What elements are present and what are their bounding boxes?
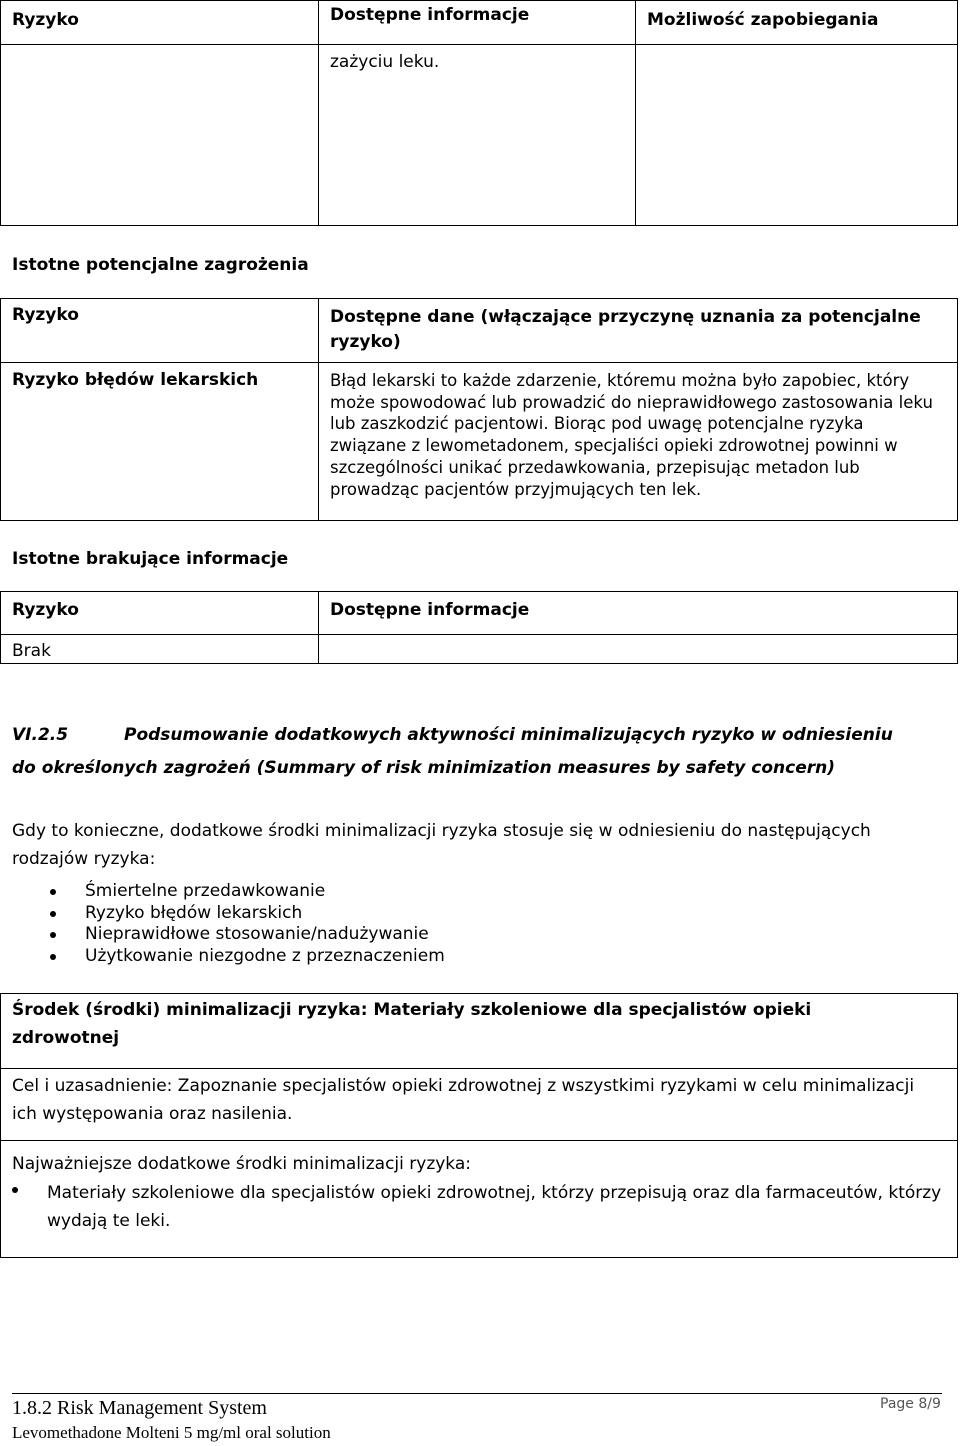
list-item: Nieprawidłowe stosowanie/nadużywanie (50, 924, 850, 946)
page-number: Page 8/9 (880, 1396, 941, 1412)
top-col-info: Dostępne informacje (330, 5, 530, 25)
potential-col-risk: Ryzyko (12, 305, 79, 325)
missing-row-risk: Brak (12, 641, 51, 661)
key-measures-list (12, 1179, 942, 1235)
section-title-line2: do określonych zagrożeń (Summary of risk minimization measures by safety concern) (12, 758, 836, 778)
footer-line1: 1.8.2 Risk Management System (12, 1397, 267, 1419)
section-title-line1: Podsumowanie dodatkowych aktywności minimalizujących ryzyko w odniesieniu (124, 725, 893, 745)
measures-header: Środek (środki) minimalizacji ryzyka: Materiały szkoleniowe dla specjalistów opieki zdrowotnej (12, 1000, 812, 1048)
top-col-risk: Ryzyko (12, 10, 79, 30)
missing-info-heading: Istotne brakujące informacje (12, 549, 289, 569)
measures-goal: Cel i uzasadnienie: Zapoznanie specjalistów opieki zdrowotnej z wszystkimi ryzykami w celu minimalizacji ich występowania oraz nasilenia. (12, 1076, 915, 1124)
list-item: Śmiertelne przedawkowanie (50, 881, 850, 903)
top-col-prevention: Możliwość zapobiegania (647, 10, 879, 30)
missing-col-info: Dostępne informacje (330, 600, 530, 620)
list-item: Ryzyko błędów lekarskich (50, 903, 850, 925)
potential-risks-heading: Istotne potencjalne zagrożenia (12, 255, 309, 275)
missing-col-risk: Ryzyko (12, 600, 79, 620)
footer-divider (12, 1393, 942, 1394)
section-intro: Gdy to konieczne, dodatkowe środki minimalizacji ryzyka stosuje się w odniesieniu do następujących rodzajów ryzyka: (12, 821, 871, 869)
key-measures-label: Najważniejsze dodatkowe środki minimalizacji ryzyka: (12, 1154, 471, 1174)
section-number: VI.2.5 (12, 725, 69, 745)
risk-bullet-list (50, 881, 850, 968)
potential-col-data: Dostępne dane (włączające przyczynę uznania za potencjalne ryzyko) (330, 307, 921, 352)
list-item: Materiały szkoleniowe dla specjalistów opieki zdrowotnej, którzy przepisują oraz dla farmaceutów, którzy wydają te leki. (12, 1179, 942, 1235)
top-cell-info-cont: zażyciu leku. (330, 52, 440, 72)
potential-row-risk: Ryzyko błędów lekarskich (12, 370, 259, 390)
footer-line2: Levomethadone Molteni 5 mg/ml oral solution (12, 1423, 331, 1442)
list-item: Użytkowanie niezgodne z przeznaczeniem (50, 946, 850, 968)
potential-row-text: Błąd lekarski to każde zdarzenie, któremu można było zapobiec, który może spowodować lub prowadzić do nieprawidłowego zastosowania leku lub zaszkodzić pacjentowi. Biorąc pod uwagę potencjalne ryzyka związane z lewometadonem, specjaliści opieki zdrowotnej powinni w szczególności unikać przedawkowania, przepisując metadon lub prowadząc pacjentów przyjmujących ten lek. (330, 371, 933, 499)
